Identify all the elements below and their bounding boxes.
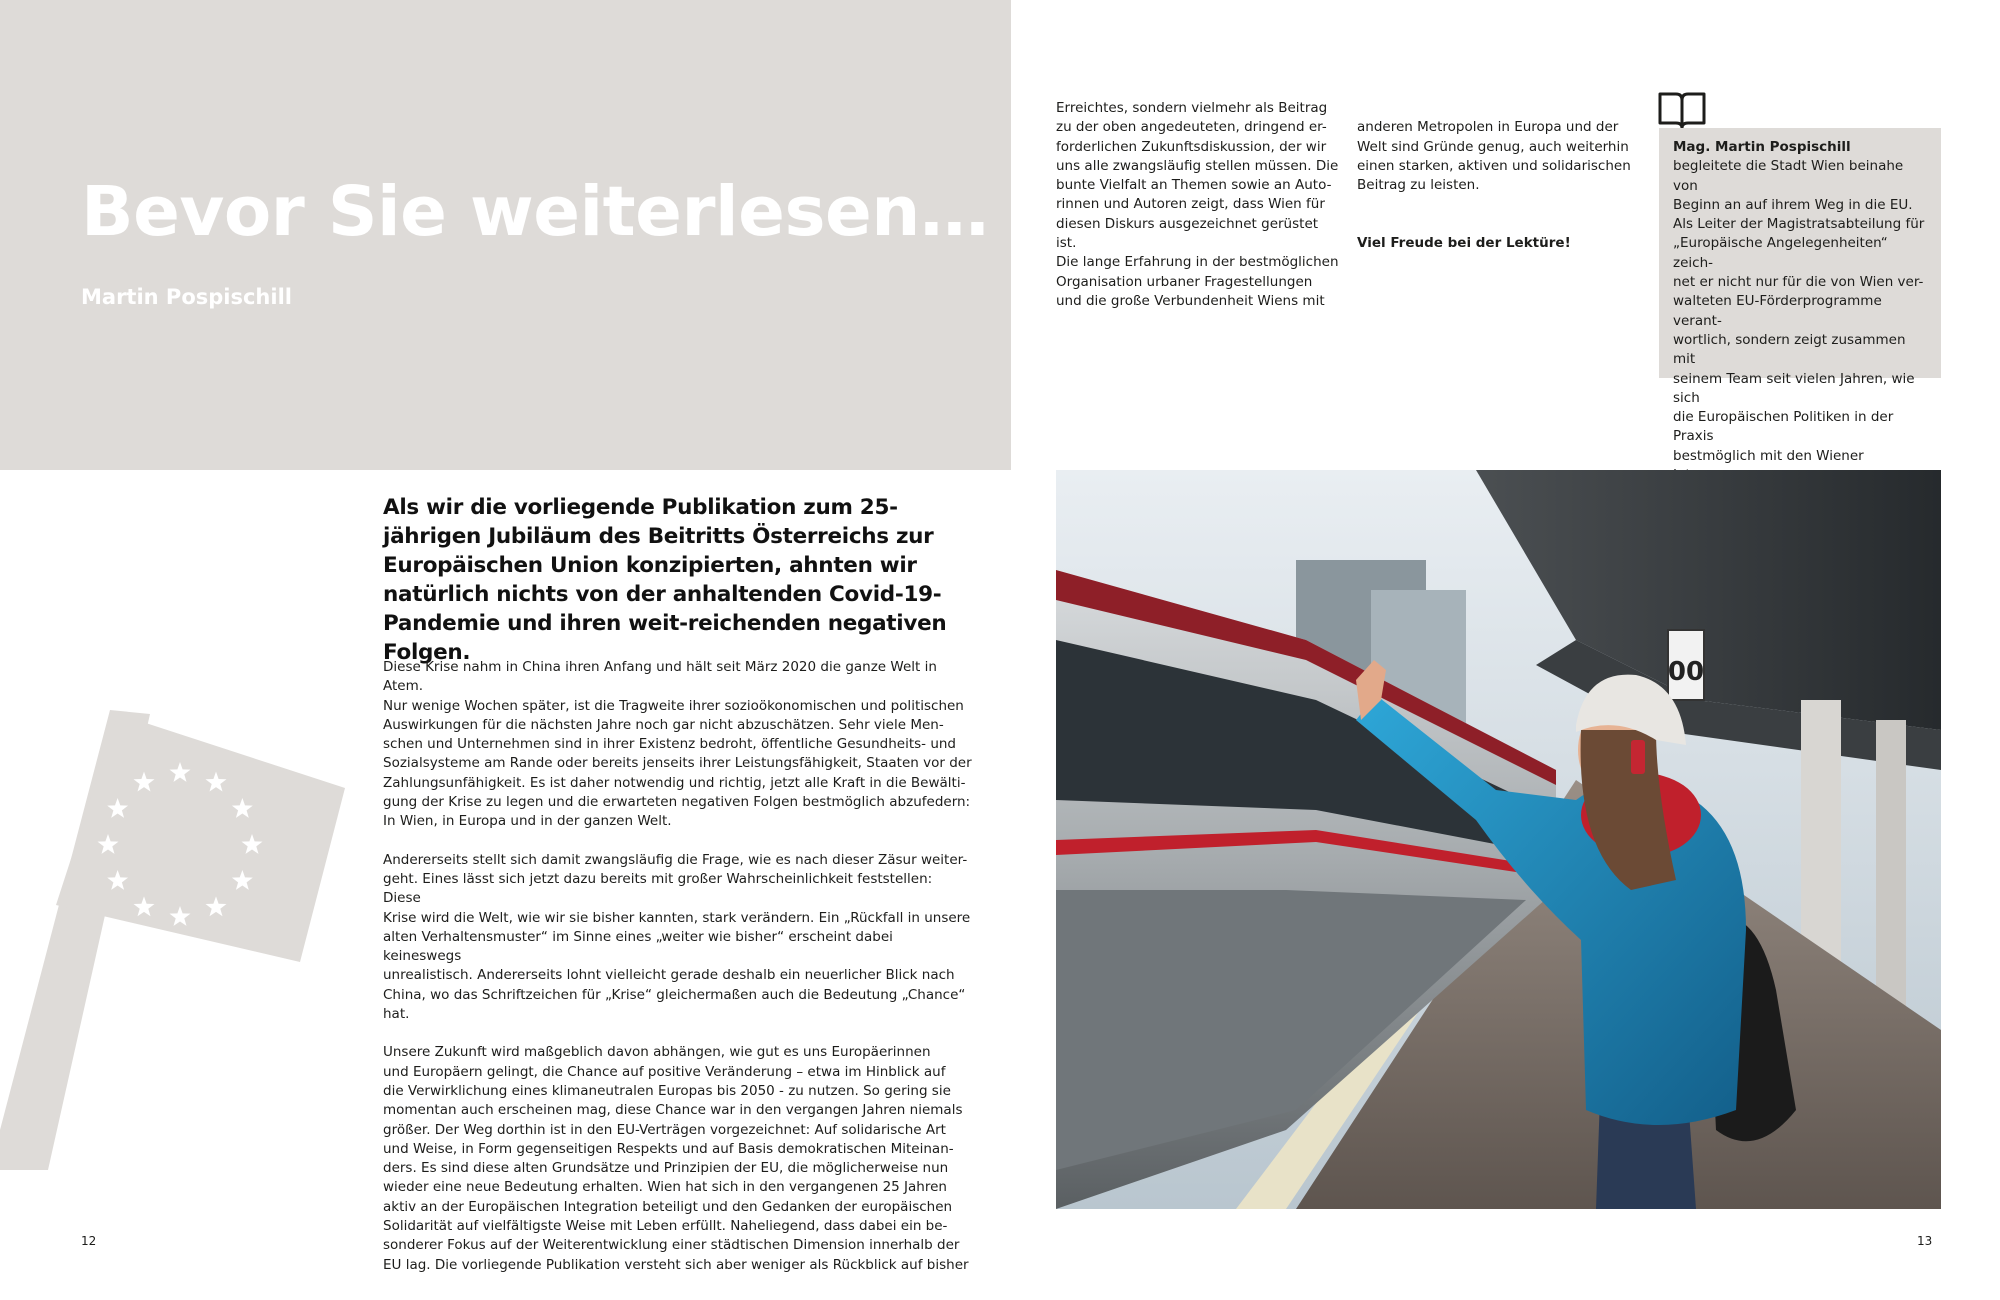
body-paragraph: Unsere Zukunft wird maßgeblich davon abhängen, wie gut es uns Europäerinnen und Europäern gelingt, die Chance auf positive Veränderung – etwa im Hinblick auf die Verwirklichung eines klimaneutralen Europas bis 2050 - zu nutzen. So gering sie momentan auch erscheinen mag, diese Chance war in den vergangen Jahren niemals größer. Der Weg dorthin ist in den EU-Verträgen vorgezeichnet: Auf solidarische Art und Weise, in Form gegenseitigen Respekts und auf Basis demokratischen Miteinan- ders. Es sind diese alten Grundsätze und Prinzipien der EU, die möglicherweise nun wieder eine neue Bedeutung erhalten. Wien hat sich in den vergangenen 25 Jahren aktiv an der Europäischen Integration beteiligt und den Gedanken der europäischen Solidarität auf vielfältigste Weise mit Leben erfüllt. Naheliegend, dass dabei ein be- sonderer Fokus auf der Weiterentwicklung einer städtischen Dimension innerhalb der EU lag. Die vorliegende Publikation versteht sich aber weniger als Rückblick auf bisher	[383, 1044, 969, 1273]
author-bio-box	[1659, 128, 1941, 464]
text-column-1: Erreichtes, sondern vielmehr als Beitrag zu der oben angedeuteten, dringend er- forderlichen Zukunftsdiskussion, der wir uns alle zwangsläufig stellen müssen. Die bunte Vielfalt an Themen sowie an Auto- rinnen und Autoren zeigt, dass Wien für diesen Diskurs ausgezeichnet gerüstet ist. Die lange Erfahrung in der bestmöglichen Organisation urbaner Fragestellungen und die große Verbundenheit Wiens mit	[1056, 100, 1339, 309]
lead-paragraph: Als wir die vorliegende Publikation zum 25-jährigen Jubiläum des Beitritts Österreichs zur Europäischen Union konzipierten, ahnten wir natürlich nichts von der anhaltenden Covid-19-Pandemie und ihren weit-reichenden negativen Folgen.	[383, 495, 947, 665]
page-title: Bevor Sie weiterlesen…	[81, 172, 989, 252]
page-number-left: 12	[81, 1234, 97, 1248]
phone	[1631, 740, 1645, 774]
text-column-2-body: anderen Metropolen in Europa und der Welt sind Gründe genug, auch weiterhin einen starken, aktiven und solidarischen Beitrag zu leisten.	[1357, 119, 1631, 194]
eu-flag-graphic	[0, 700, 360, 1170]
page-number-right: 13	[1917, 1234, 1933, 1248]
body-paragraph: Diese Krise nahm in China ihren Anfang und hält seit März 2020 die ganze Welt in Atem. Nur wenige Wochen später, ist die Tragweite ihrer sozioökonomischen und politischen Auswirkungen für die nächsten Jahre noch gar nicht abzuschätzen. Sehr viele Men- schen und Unternehmen sind in ihrer Existenz bedroht, öffentliche Gesundheits- und Sozialsysteme am Rande oder bereits jenseits ihrer Leistungsfähigkeit, Staaten vor der Zahlungsunfähigkeit. Es ist daher notwendig und richtig, jetzt alle Kraft in die Bewälti- gung der Krise zu legen und die erwarteten negativen Folgen bestmöglich abzufedern: In Wien, in Europa und in der ganzen Welt.	[383, 659, 972, 830]
closing-line: Viel Freude bei der Lektüre!	[1357, 234, 1571, 251]
text-column-2	[1357, 99, 1642, 291]
photo-woman-train-platform	[1056, 470, 1941, 1209]
platform-sign-text: 00	[1667, 657, 1705, 687]
author-name: Martin Pospischill	[81, 285, 292, 309]
bio-text: begleitete die Stadt Wien beinahe von Beginn an auf ihrem Weg in die EU. Als Leiter der Magistratsabteilung für „Europäische Angelegenheiten“ zeich- net er nicht nur für die von Wien ver- walteten EU-Förderprogramme verant- wortlich, sondern zeigt zusammen mit seinem Team seit vielen Jahren, wie sich die Europäischen Politiken in der Praxis bestmöglich mit den Wiener	[1673, 158, 1925, 464]
open-book-icon	[1658, 92, 1706, 130]
body-text-left	[383, 658, 973, 1294]
body-paragraph: Andererseits stellt sich damit zwangsläufig die Frage, wie es nach dieser Zäsur weiter- geht. Eines lässt sich jetzt dazu bereits mit großer Wahrscheinlichkeit feststellen: Diese Krise wird die Welt, wie wir sie bisher kannten, stark verändern. Ein „Rückfall in unsere alten Verhaltensmuster“ im Sinne eines „weiter wie bisher“ erscheint dabei keineswegs unrealistisch. Andererseits lohnt vielleicht gerade deshalb ein neuerlicher Blick nach China, wo das Schriftzeichen für „Krise“ gleichermaßen auch die Bedeutung „Chance“ hat.	[383, 851, 971, 1023]
bio-name: Mag. Martin Pospischill	[1673, 139, 1851, 155]
